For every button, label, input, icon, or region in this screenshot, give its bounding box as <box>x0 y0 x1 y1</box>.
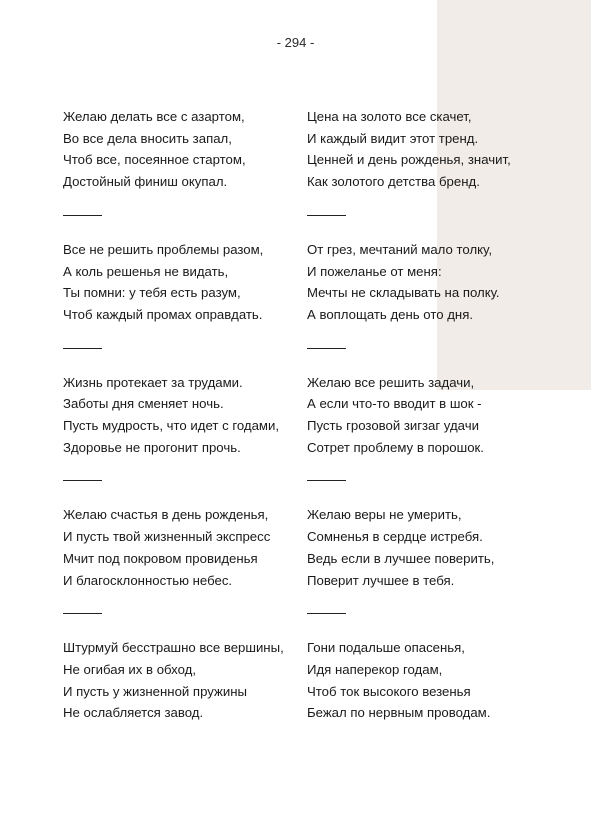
verse-line: Желаю веры не умерить, <box>307 507 462 523</box>
verse-line: Идя наперекор годам, <box>307 661 443 677</box>
stanza <box>307 504 537 591</box>
verse-line: Цена на золото все скачет, <box>307 109 472 124</box>
verse-line: Сомненья в сердце истребя. <box>307 529 483 545</box>
stanza <box>63 637 303 724</box>
stanza-separator <box>307 215 346 216</box>
verse-line: Желаю делать все с азартом, <box>63 109 245 124</box>
verse-line: Мчит под покровом провиденья <box>63 550 258 566</box>
verse-line: Ведь если в лучшее поверить, <box>307 550 495 566</box>
stanza-separator <box>63 613 102 614</box>
stanza <box>63 504 303 591</box>
verse-line: От грез, мечтаний мало толку, <box>307 241 492 257</box>
stanza-separator <box>307 613 346 614</box>
verse-line: Желаю все решить задачи, <box>307 374 475 390</box>
verse-line: Все не решить проблемы разом, <box>63 241 264 257</box>
verse-line: Гони подальше опасенья, <box>307 640 465 656</box>
stanza <box>307 106 537 193</box>
stanza <box>63 106 303 193</box>
verse-line: Достойный финиш окупал. <box>63 174 228 190</box>
verse-line: Ты помни: у тебя есть разум, <box>63 285 241 301</box>
verse-line: А воплощать день ото дня. <box>307 306 474 322</box>
verse-line: Здоровье не прогонит прочь. <box>63 439 241 455</box>
verse-line: Сотрет проблему в порошок. <box>307 439 484 455</box>
verse-line: А коль решенья не видать, <box>63 263 229 279</box>
verse-line: Желаю счастья в день рожденья, <box>63 507 269 523</box>
verse-line: Пусть грозовой зигзаг удачи <box>307 418 479 434</box>
stanza-separator <box>63 348 102 349</box>
verse-line: Жизнь протекает за трудами. <box>63 374 243 390</box>
verse-line: Как золотого детства бренд. <box>307 174 480 190</box>
stanza-separator <box>63 480 102 481</box>
verse-line: А если что-то вводит в шок - <box>307 396 482 412</box>
verse-line: Не ослабляется завод. <box>63 705 204 721</box>
stanza-separator <box>307 348 346 349</box>
verse-line: Во все дела вносить запал, <box>63 130 232 146</box>
left-column <box>63 106 303 724</box>
verse-line: Ценней и день рожденья, значит, <box>307 152 511 168</box>
stanza <box>307 372 537 459</box>
verse-line: Мечты не складывать на полку. <box>307 285 500 301</box>
right-column <box>307 106 537 724</box>
verse-line: Бежал по нервным проводам. <box>307 705 491 721</box>
stanza-separator <box>307 480 346 481</box>
stanza <box>63 372 303 459</box>
stanza <box>307 239 537 326</box>
verse-line: Пусть мудрость, что идет с годами, <box>63 418 280 434</box>
verse-line: Поверит лучшее в тебя. <box>307 572 455 588</box>
verse-line: И пусть твой жизненный экспресс <box>63 529 271 545</box>
verse-line: Штурмуй бесстрашно все вершины, <box>63 640 284 656</box>
verse-line: Чтоб все, посеянное стартом, <box>63 152 246 168</box>
stanza <box>307 637 537 724</box>
verse-line: И пожеланье от меня: <box>307 263 442 279</box>
verse-line: Чтоб ток высокого везенья <box>307 683 471 699</box>
verse-line: Не огибая их в обход, <box>63 661 197 677</box>
page-number: - 294 - <box>276 35 315 50</box>
stanza <box>63 239 303 326</box>
verse-line: Чтоб каждый промах оправдать. <box>63 306 263 322</box>
verse-line: И благосклонностью небес. <box>63 572 233 588</box>
verse-line: Заботы дня сменяет ночь. <box>63 396 224 412</box>
verse-line: И каждый видит этот тренд. <box>307 130 479 146</box>
stanza-separator <box>63 215 102 216</box>
verse-line: И пусть у жизненной пружины <box>63 683 247 699</box>
